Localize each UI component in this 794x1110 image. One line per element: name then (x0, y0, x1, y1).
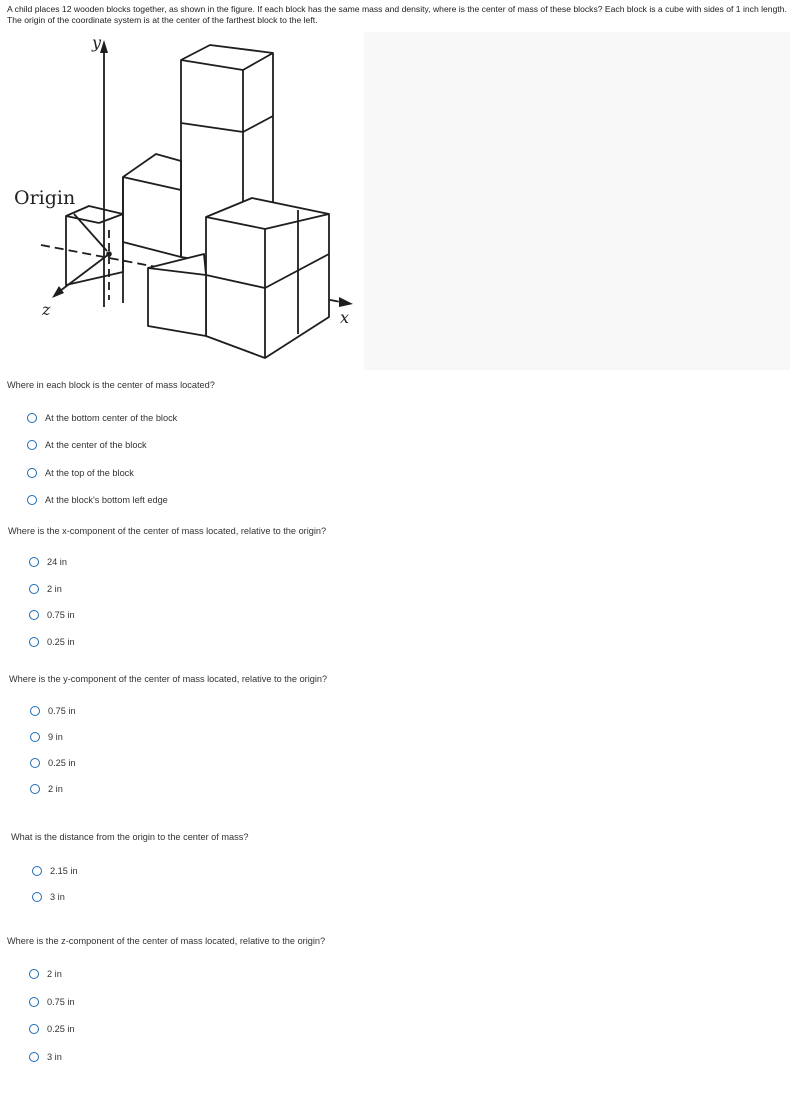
option-label: At the bottom center of the block (45, 413, 178, 423)
q4-option-1[interactable] (32, 866, 78, 876)
origin-label: Origin (14, 187, 76, 209)
option-label: At the center of the block (45, 440, 147, 450)
q3-option-3[interactable] (30, 758, 76, 768)
radio-button[interactable] (29, 557, 39, 567)
option-label: 0.75 in (47, 610, 75, 620)
option-label: 24 in (47, 557, 67, 567)
radio-button[interactable] (29, 610, 39, 620)
q5-option-4[interactable] (29, 1052, 62, 1062)
radio-button[interactable] (29, 637, 39, 647)
z-axis-label: z (42, 300, 51, 319)
problem-statement: A child places 12 wooden blocks together, as shown in the figure. If each block has the same mass and density, where is the center of mass of these blocks? Each block is a cube with sides of 1 inch length. The origin of the coordinate system is at the center of the farthest block to the left. (7, 4, 787, 25)
y-axis-arrowhead (100, 40, 108, 53)
left-block-edge (99, 214, 123, 223)
option-label: 2.15 in (50, 866, 78, 876)
blocks-diagram (6, 32, 364, 370)
option-label: 2 in (47, 969, 62, 979)
radio-button[interactable] (27, 495, 37, 505)
tall-tower-joint (181, 123, 243, 132)
radio-button[interactable] (29, 997, 39, 1007)
q1-option-1[interactable] (27, 413, 177, 423)
q5-option-3[interactable] (29, 1024, 75, 1034)
option-label: 0.25 in (47, 637, 75, 647)
option-label: 3 in (50, 892, 65, 902)
q3-option-2[interactable] (30, 732, 63, 742)
y-axis-label: y (92, 33, 102, 52)
q4-option-2[interactable] (32, 892, 65, 902)
q2-option-3[interactable] (29, 610, 75, 620)
q2-option-1[interactable] (29, 557, 67, 567)
radio-button[interactable] (30, 706, 40, 716)
radio-button[interactable] (29, 969, 39, 979)
option-label: 0.75 in (48, 706, 76, 716)
radio-button[interactable] (30, 732, 40, 742)
option-label: At the block's bottom left edge (45, 495, 168, 505)
option-label: 0.25 in (48, 758, 76, 768)
q5-option-1[interactable] (29, 969, 62, 979)
option-label: At the top of the block (45, 468, 134, 478)
radio-button[interactable] (32, 892, 42, 902)
x-axis-arrowhead (339, 297, 353, 307)
q3-option-4[interactable] (30, 784, 63, 794)
middle-column (123, 154, 181, 257)
q1-option-4[interactable] (27, 495, 168, 505)
option-label: 0.25 in (47, 1024, 75, 1034)
q1-option-3[interactable] (27, 468, 134, 478)
x-axis-label: x (340, 308, 350, 327)
option-label: 0.75 in (47, 997, 75, 1007)
z-axis-arrowhead (52, 286, 64, 298)
radio-button[interactable] (30, 758, 40, 768)
origin-dot (106, 251, 112, 257)
radio-button[interactable] (32, 866, 42, 876)
blocks-figure (6, 32, 364, 370)
question-4-text: What is the distance from the origin to the center of mass? (11, 832, 249, 842)
q1-option-2[interactable] (27, 440, 147, 450)
question-3-text: Where is the y-component of the center of mass located, relative to the origin? (9, 674, 328, 684)
question-5-text: Where is the z-component of the center of mass located, relative to the origin? (7, 936, 326, 946)
q2-option-4[interactable] (29, 637, 75, 647)
radio-button[interactable] (29, 584, 39, 594)
question-2-text: Where is the x-component of the center of mass located, relative to the origin? (8, 526, 327, 536)
tall-tower-edge (243, 53, 273, 70)
front-block (148, 254, 206, 336)
middle-column-edge (123, 177, 181, 190)
radio-button[interactable] (29, 1024, 39, 1034)
q3-option-1[interactable] (30, 706, 76, 716)
option-label: 2 in (48, 784, 63, 794)
radio-button[interactable] (27, 413, 37, 423)
option-label: 3 in (47, 1052, 62, 1062)
right-block (206, 198, 329, 358)
q5-option-2[interactable] (29, 997, 75, 1007)
option-label: 2 in (47, 584, 62, 594)
left-block-edge (66, 216, 99, 223)
radio-button[interactable] (27, 468, 37, 478)
tall-tower-edge (181, 60, 243, 70)
radio-button[interactable] (30, 784, 40, 794)
option-label: 9 in (48, 732, 63, 742)
figure-container (6, 32, 790, 370)
radio-button[interactable] (29, 1052, 39, 1062)
q2-option-2[interactable] (29, 584, 62, 594)
tall-tower-joint (243, 116, 273, 132)
question-1-text: Where in each block is the center of mass located? (7, 380, 215, 390)
radio-button[interactable] (27, 440, 37, 450)
z-axis (56, 254, 109, 294)
